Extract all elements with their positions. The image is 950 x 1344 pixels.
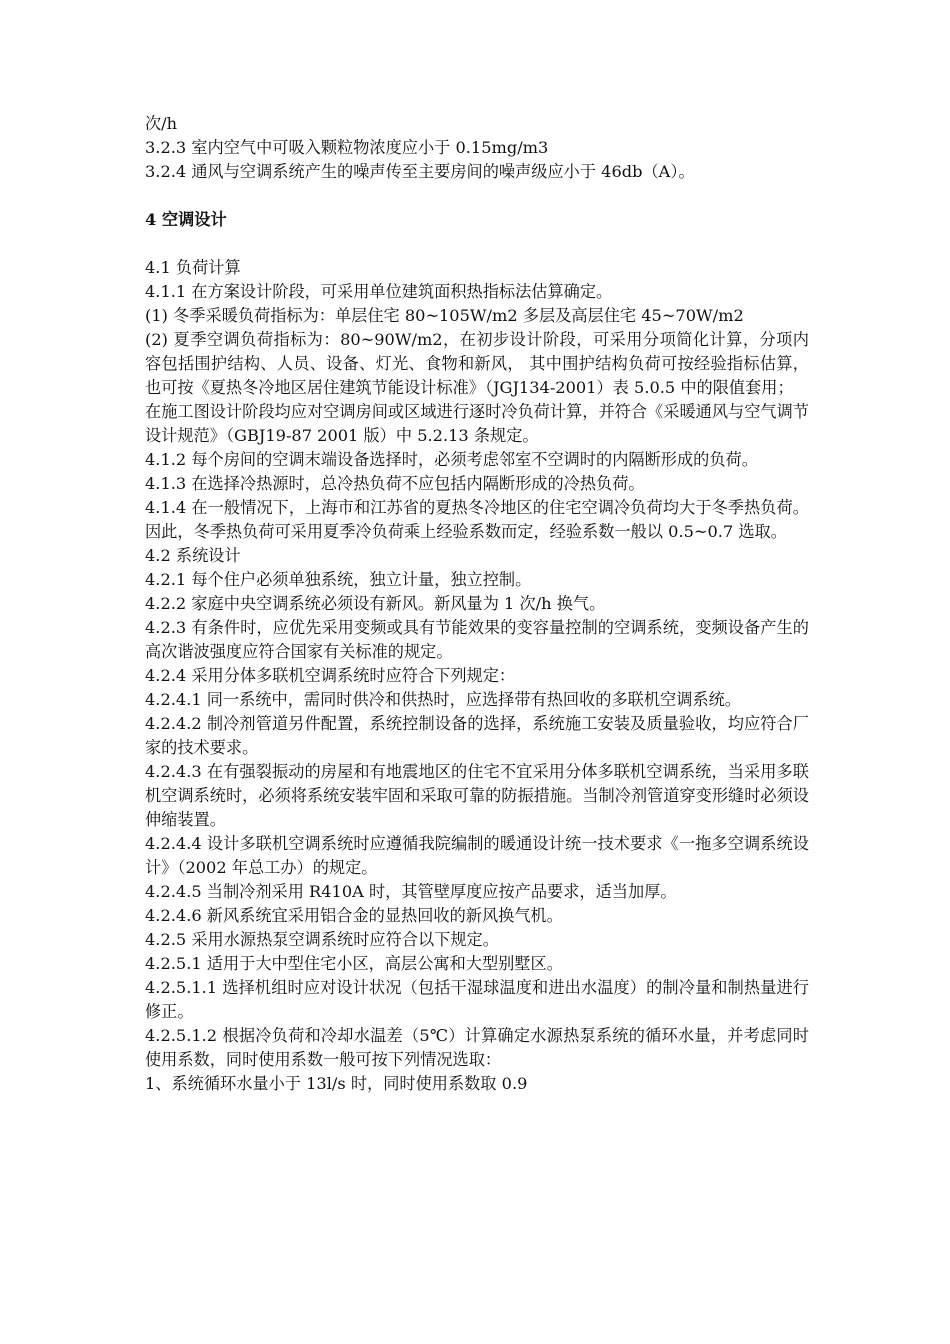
text-line: 4.2.4.5 当制冷剂采用 R410A 时，其管壁厚度应按产品要求，适当加厚。 xyxy=(145,882,677,901)
text-line: 4.2.1 每个住户必须单独系统，独立计量，独立控制。 xyxy=(145,570,532,589)
text-line: 3.2.4 通风与空调系统产生的噪声传至主要房间的噪声级应小于 46db（A）。 xyxy=(145,162,695,181)
paragraph: 4.2.4.2 制冷剂管道另件配置，系统控制设备的选择，系统施工安装及质量验收，均应符合厂家的技术要求。 xyxy=(145,714,809,757)
text-line: (1) 冬季采暖负荷指标为：单层住宅 80~105W/m2 多层及高层住宅 45~70W/m2 xyxy=(145,306,744,325)
text-line: 4.1.3 在选择冷热源时，总冷热负荷不应包括内隔断形成的冷热负荷。 xyxy=(145,474,645,493)
subsection-heading: 4.2 系统设计 xyxy=(145,546,241,565)
section-heading: 4 空调设计 xyxy=(145,210,227,229)
paragraph: 在施工图设计阶段均应对空调房间或区域进行逐时冷负荷计算，并符合《采暖通风与空气调节设计规范》（GBJ19-87 2001 版）中 5.2.13 条规定。 xyxy=(145,402,809,445)
paragraph: 4.2.4.3 在有强裂振动的房屋和有地震地区的住宅不宜采用分体多联机空调系统，当采用多联机空调系统时，必须将系统安装牢固和采取可靠的防振措施。当制冷剂管道穿变形缝时必须设伸缩装置。 xyxy=(145,762,809,829)
subsection-heading: 4.1 负荷计算 xyxy=(145,258,241,277)
paragraph: (2) 夏季空调负荷指标为：80~90W/m2，在初步设计阶段，可采用分项简化计算，分项内容包括围护结构、人员、设备、灯光、食物和新风， 其中围护结构负荷可按经验指标估算，也可按《夏热冬冷地区居住建筑节能设计标准》（JGJ134-2001）表 5.0.5 中的限值套用； xyxy=(145,330,809,397)
paragraph: 4.2.5.1.2 根据冷负荷和冷却水温差（5℃）计算确定水源热泵系统的循环水量，并考虑同时使用系数，同时使用系数一般可按下列情况选取： xyxy=(145,1026,809,1069)
spacer xyxy=(145,184,809,208)
text-line: 4.1.1 在方案设计阶段，可采用单位建筑面积热指标法估算确定。 xyxy=(145,282,613,301)
text-line: 4.2.4.6 新风系统宜采用铝合金的显热回收的新风换气机。 xyxy=(145,906,563,925)
paragraph: 4.2.3 有条件时，应优先采用变频或具有节能效果的变容量控制的空调系统，变频设备产生的高次谐波强度应符合国家有关标准的规定。 xyxy=(145,618,809,661)
paragraph: 4.1.2 每个房间的空调末端设备选择时，必须考虑邻室不空调时的内隔断形成的负荷。 xyxy=(145,450,758,469)
text-line: 4.2.2 家庭中央空调系统必须设有新风。新风量为 1 次/h 换气。 xyxy=(145,594,606,613)
text-line: 3.2.3 室内空气中可吸入颗粒物浓度应小于 0.15mg/m3 xyxy=(145,138,549,157)
text-line: 次/h xyxy=(145,114,178,133)
text-line: 4.2.4 采用分体多联机空调系统时应符合下列规定： xyxy=(145,666,516,685)
text-line: 4.2.5 采用水源热泵空调系统时应符合以下规定。 xyxy=(145,930,499,949)
paragraph: 4.2.5.1.1 选择机组时应对设计状况（包括干湿球温度和进出水温度）的制冷量和制热量进行修正。 xyxy=(145,978,809,1021)
paragraph: 4.1.4 在一般情况下，上海市和江苏省的夏热冬冷地区的住宅空调冷负荷均大于冬季热负荷。因此，冬季热负荷可采用夏季冷负荷乘上经验系数而定，经验系数一般以 0.5~0.7 选取。 xyxy=(145,498,809,541)
paragraph: 4.2.4.4 设计多联机空调系统时应遵循我院编制的暖通设计统一技术要求《一拖多空调系统设计》（2002 年总工办）的规定。 xyxy=(145,834,809,877)
text-line: 4.2.5.1 适用于大中型住宅小区，高层公寓和大型别墅区。 xyxy=(145,954,563,973)
text-line: 4.2.4.1 同一系统中，需同时供冷和供热时，应选择带有热回收的多联机空调系统。 xyxy=(145,690,741,709)
spacer xyxy=(145,232,809,256)
text-line: 1、系统循环水量小于 13l/s 时，同时使用系数取 0.9 xyxy=(145,1074,528,1093)
document-page xyxy=(145,112,809,1096)
